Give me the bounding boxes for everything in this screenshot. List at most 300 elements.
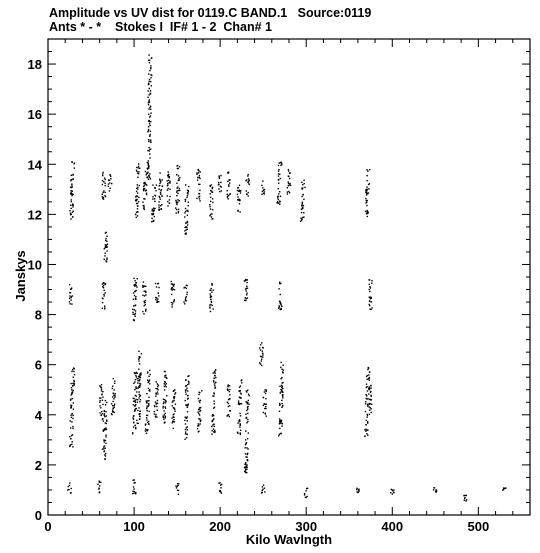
data-point (97, 484, 98, 485)
data-point (157, 400, 158, 401)
data-point (72, 428, 73, 429)
data-point (68, 489, 69, 490)
data-point (245, 444, 246, 445)
data-point (150, 106, 151, 107)
data-point (136, 200, 137, 201)
data-point (226, 415, 227, 416)
data-point (280, 178, 281, 179)
data-point (246, 464, 247, 465)
data-point (228, 403, 229, 404)
data-point (139, 401, 140, 402)
data-point (158, 204, 159, 205)
data-point (371, 408, 372, 409)
data-point (150, 131, 151, 132)
data-point (133, 415, 134, 416)
data-point (198, 409, 199, 410)
data-point (111, 183, 112, 184)
data-point (199, 175, 200, 176)
data-point (70, 399, 71, 400)
data-point (369, 183, 370, 184)
data-point (148, 130, 149, 131)
data-point (371, 412, 372, 413)
data-point (209, 206, 210, 207)
data-point (101, 411, 102, 412)
data-point (152, 210, 153, 211)
data-point (146, 177, 147, 178)
data-point (134, 320, 135, 321)
data-point (163, 419, 164, 420)
data-point (148, 108, 149, 109)
data-point (69, 482, 70, 483)
data-point (166, 383, 167, 384)
data-point (175, 485, 176, 486)
data-point (211, 292, 212, 293)
data-point (148, 126, 149, 127)
data-point (165, 386, 166, 387)
data-point (359, 490, 360, 491)
data-point (151, 85, 152, 86)
data-point (239, 420, 240, 421)
data-point (72, 216, 73, 217)
data-point (228, 184, 229, 185)
data-point (167, 205, 168, 206)
data-point (149, 88, 150, 89)
data-point (105, 411, 106, 412)
data-point (103, 181, 104, 182)
data-point (70, 187, 71, 188)
data-point (393, 492, 394, 493)
data-point (248, 394, 249, 395)
data-point (72, 391, 73, 392)
data-point (159, 196, 160, 197)
data-point (104, 440, 105, 441)
data-point (262, 489, 263, 490)
data-point (169, 182, 170, 183)
data-point (288, 183, 289, 184)
data-point (183, 287, 184, 288)
data-point (367, 430, 368, 431)
data-point (154, 208, 155, 209)
data-point (143, 205, 144, 206)
data-point (278, 173, 279, 174)
data-point (132, 491, 133, 492)
data-point (237, 190, 238, 191)
data-point (185, 297, 186, 298)
data-point (135, 375, 136, 376)
data-point (111, 403, 112, 404)
data-point (164, 383, 165, 384)
data-point (73, 194, 74, 195)
data-point (171, 304, 172, 305)
data-point (200, 400, 201, 401)
data-point (241, 382, 242, 383)
data-point (260, 349, 261, 350)
data-point (138, 369, 139, 370)
data-point (71, 417, 72, 418)
data-point (133, 404, 134, 405)
data-point (229, 405, 230, 406)
data-point (104, 307, 105, 308)
data-point (161, 208, 162, 209)
data-point (199, 402, 200, 403)
data-point (220, 487, 221, 488)
data-point (279, 420, 280, 421)
data-point (135, 425, 136, 426)
data-point (240, 434, 241, 435)
y-tick-label: 4 (34, 407, 42, 423)
data-point (73, 377, 74, 378)
data-point (186, 285, 187, 286)
data-point (289, 183, 290, 184)
data-point (173, 396, 174, 397)
data-point (211, 190, 212, 191)
data-point (366, 420, 367, 421)
data-point (105, 427, 106, 428)
data-point (184, 420, 185, 421)
data-point (134, 479, 135, 480)
data-point (245, 414, 246, 415)
data-point (146, 402, 147, 403)
data-point (392, 493, 393, 494)
data-point (504, 488, 505, 489)
data-point (184, 230, 185, 231)
data-point (240, 385, 241, 386)
data-point (102, 198, 103, 199)
data-point (153, 208, 154, 209)
data-point (229, 391, 230, 392)
data-point (198, 184, 199, 185)
data-point (109, 188, 110, 189)
data-point (196, 174, 197, 175)
data-point (279, 282, 280, 283)
data-point (365, 198, 366, 199)
data-point (184, 212, 185, 213)
data-point (106, 245, 107, 246)
data-point (210, 304, 211, 305)
data-point (198, 196, 199, 197)
data-point (433, 489, 434, 490)
data-point (71, 175, 72, 176)
data-point (72, 161, 73, 162)
data-point (148, 403, 149, 404)
data-point (137, 380, 138, 381)
data-point (167, 185, 168, 186)
data-point (185, 389, 186, 390)
data-point (165, 408, 166, 409)
data-point (157, 283, 158, 284)
data-point (139, 380, 140, 381)
data-point (463, 495, 464, 496)
data-point (259, 347, 260, 348)
data-point (165, 402, 166, 403)
data-point (149, 94, 150, 95)
data-point (156, 381, 157, 382)
data-point (106, 429, 107, 430)
data-point (138, 387, 139, 388)
data-point (101, 389, 102, 390)
data-point (228, 186, 229, 187)
data-point (72, 441, 73, 442)
data-point (133, 305, 134, 306)
data-point (143, 188, 144, 189)
data-point (214, 426, 215, 427)
data-point (145, 171, 146, 172)
data-point (150, 74, 151, 75)
data-point (134, 410, 135, 411)
data-point (365, 411, 366, 412)
data-point (366, 395, 367, 396)
data-point (153, 213, 154, 214)
data-point (146, 417, 147, 418)
data-point (70, 383, 71, 384)
data-point (105, 185, 106, 186)
data-point (164, 371, 165, 372)
data-point (366, 213, 367, 214)
data-point (164, 389, 165, 390)
data-point (281, 387, 282, 388)
data-point (159, 189, 160, 190)
data-point (105, 448, 106, 449)
data-point (220, 485, 221, 486)
y-tick-label: 0 (34, 508, 42, 523)
data-point (177, 486, 178, 487)
data-point (287, 191, 288, 192)
data-point (172, 405, 173, 406)
data-point (281, 385, 282, 386)
data-point (366, 210, 367, 211)
data-point (248, 404, 249, 405)
data-point (69, 301, 70, 302)
data-point (466, 499, 467, 500)
data-point (138, 391, 139, 392)
data-point (265, 398, 266, 399)
data-point (69, 436, 70, 437)
data-point (229, 416, 230, 417)
data-point (105, 292, 106, 293)
data-point (70, 299, 71, 300)
data-point (73, 390, 74, 391)
data-point (134, 314, 135, 315)
data-point (104, 306, 105, 307)
data-point (247, 421, 248, 422)
data-point (74, 384, 75, 385)
data-point (72, 369, 73, 370)
data-point (178, 178, 179, 179)
data-point (136, 167, 137, 168)
data-point (278, 179, 279, 180)
data-point (113, 395, 114, 396)
data-point (163, 403, 164, 404)
data-point (279, 174, 280, 175)
data-point (102, 302, 103, 303)
data-point (148, 397, 149, 398)
data-point (99, 491, 100, 492)
data-point (369, 414, 370, 415)
data-point (201, 390, 202, 391)
data-point (144, 295, 145, 296)
data-point (139, 168, 140, 169)
data-point (264, 193, 265, 194)
data-point (133, 383, 134, 384)
data-point (139, 374, 140, 375)
data-point (145, 292, 146, 293)
data-point (168, 180, 169, 181)
data-point (209, 290, 210, 291)
data-point (240, 403, 241, 404)
data-point (185, 385, 186, 386)
data-point (143, 313, 144, 314)
data-point (149, 149, 150, 150)
data-point (99, 402, 100, 403)
data-point (153, 214, 154, 215)
data-point (135, 428, 136, 429)
data-point (278, 165, 279, 166)
data-point (153, 220, 154, 221)
data-point (188, 383, 189, 384)
data-point (136, 376, 137, 377)
data-point (101, 394, 102, 395)
data-point (154, 413, 155, 414)
data-point (150, 65, 151, 66)
data-point (264, 391, 265, 392)
data-point (288, 169, 289, 170)
data-point (210, 214, 211, 215)
data-point (164, 422, 165, 423)
data-point (259, 362, 260, 363)
data-point (156, 403, 157, 404)
data-point (185, 433, 186, 434)
data-point (168, 175, 169, 176)
data-point (146, 173, 147, 174)
y-tick-label: 10 (27, 257, 42, 273)
data-point (185, 184, 186, 185)
data-point (105, 453, 106, 454)
data-point (238, 400, 239, 401)
data-point (281, 306, 282, 307)
data-point (144, 184, 145, 185)
data-point (281, 426, 282, 427)
data-point (279, 418, 280, 419)
data-point (229, 389, 230, 390)
data-point (247, 419, 248, 420)
data-point (148, 60, 149, 61)
data-point (306, 496, 307, 497)
data-point (148, 404, 149, 405)
data-point (114, 381, 115, 382)
data-point (200, 420, 201, 421)
data-point (279, 301, 280, 302)
data-point (279, 201, 280, 202)
data-point (134, 381, 135, 382)
data-point (368, 378, 369, 379)
data-point (137, 188, 138, 189)
data-point (136, 191, 137, 192)
data-point (184, 303, 185, 304)
data-point (465, 495, 466, 496)
data-point (104, 177, 105, 178)
data-point (154, 210, 155, 211)
data-point (187, 395, 188, 396)
data-point (157, 388, 158, 389)
data-point (107, 244, 108, 245)
data-point (240, 192, 241, 193)
data-point (165, 416, 166, 417)
data-point (148, 167, 149, 168)
data-point (135, 304, 136, 305)
data-point (282, 365, 283, 366)
data-point (135, 196, 136, 197)
data-point (177, 199, 178, 200)
data-point (249, 395, 250, 396)
data-point (159, 179, 160, 180)
data-point (71, 389, 72, 390)
data-point (288, 191, 289, 192)
data-point (214, 371, 215, 372)
data-point (289, 172, 290, 173)
data-point (289, 178, 290, 179)
data-point (187, 390, 188, 391)
data-point (104, 290, 105, 291)
data-point (230, 193, 231, 194)
data-point (239, 200, 240, 201)
data-point (211, 302, 212, 303)
data-point (261, 342, 262, 343)
data-point (214, 407, 215, 408)
data-point (214, 430, 215, 431)
data-point (187, 384, 188, 385)
data-point (367, 398, 368, 399)
data-point (135, 386, 136, 387)
data-point (105, 253, 106, 254)
data-point (356, 488, 357, 489)
data-point (134, 491, 135, 492)
data-point (211, 430, 212, 431)
data-point (304, 187, 305, 188)
data-point (241, 380, 242, 381)
data-point (183, 301, 184, 302)
data-point (137, 203, 138, 204)
data-point (174, 300, 175, 301)
data-point (367, 435, 368, 436)
data-point (173, 400, 174, 401)
data-point (246, 190, 247, 191)
data-point (139, 394, 140, 395)
data-point (135, 402, 136, 403)
data-point (175, 392, 176, 393)
data-point (212, 192, 213, 193)
data-point (147, 400, 148, 401)
data-point (221, 186, 222, 187)
data-point (185, 226, 186, 227)
data-point (71, 435, 72, 436)
data-point (369, 380, 370, 381)
data-point (368, 192, 369, 193)
data-point (173, 391, 174, 392)
data-point (244, 280, 245, 281)
data-point (367, 386, 368, 387)
data-point (186, 296, 187, 297)
data-point (178, 175, 179, 176)
data-point (209, 306, 210, 307)
data-point (209, 204, 210, 205)
data-point (69, 295, 70, 296)
data-point (280, 303, 281, 304)
data-point (279, 411, 280, 412)
data-point (104, 413, 105, 414)
data-point (148, 102, 149, 103)
data-point (246, 286, 247, 287)
data-point (210, 295, 211, 296)
